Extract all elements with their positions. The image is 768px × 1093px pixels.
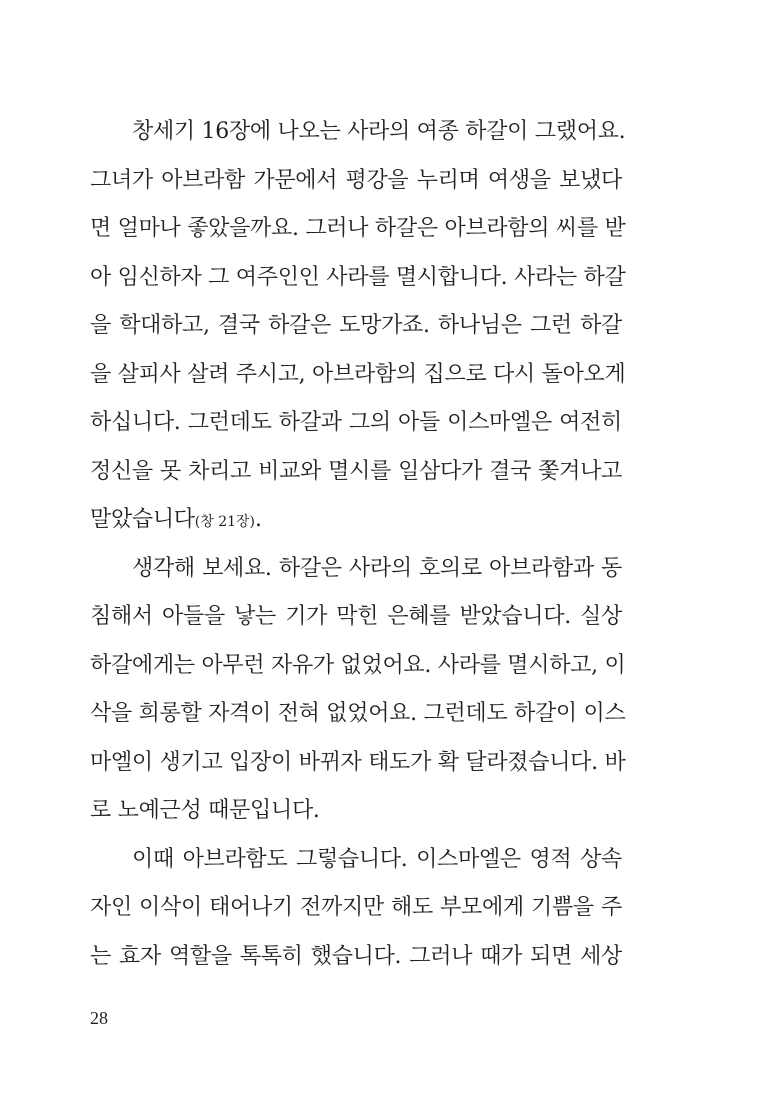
- text-line: 하십니다. 그런데도 하갈과 그의 아들 이스마엘은 여전히: [90, 410, 622, 435]
- text-line: 침해서 아들을 낳는 기가 막힌 은혜를 받았습니다. 실상: [90, 604, 622, 629]
- sentence-end: .: [255, 507, 262, 532]
- text-line: 그녀가 아브라함 가문에서 평강을 누리며 여생을 보냈다: [90, 167, 622, 193]
- text-line: 삭을 희롱할 자격이 전혀 없었어요. 그런데도 하갈이 이스: [90, 701, 626, 726]
- text-line: 창세기 16장에 나오는 사라의 여종 하갈이 그랬어요.: [132, 119, 626, 144]
- text-line: 자인 이삭이 태어나기 전까지만 해도 부모에게 기쁨을 주: [90, 895, 622, 920]
- text-line: 로 노예근성 때문입니다.: [90, 798, 320, 823]
- text-line: 하갈에게는 아무런 자유가 없었어요. 사라를 멸시하고, 이: [90, 652, 626, 678]
- text-line: 을 학대하고, 결국 하갈은 도망가죠. 하나님은 그런 하갈: [90, 313, 622, 338]
- text-line: 아 임신하자 그 여주인인 사라를 멸시합니다. 사라는 하갈: [90, 264, 626, 290]
- text-line: [90, 496, 622, 545]
- body-text: [90, 108, 626, 981]
- page-number: 28: [90, 1008, 108, 1028]
- scripture-reference: (창 21장): [194, 514, 256, 530]
- text-line: 면 얼마나 좋았을까요. 그러나 하갈은 아브라함의 씨를 받: [90, 216, 626, 241]
- text-line: 생각해 보세요. 하갈은 사라의 호의로 아브라함과 동: [132, 555, 622, 581]
- text-line: 이때 아브라함도 그렇습니다. 이스마엘은 영적 상속: [132, 846, 622, 872]
- text-line: 정신을 못 차리고 비교와 멸시를 일삼다가 결국 쫓겨나고: [90, 458, 622, 484]
- text-line: 는 효자 역할을 톡톡히 했습니다. 그러나 때가 되면 세상: [90, 943, 622, 969]
- text-line: 을 살피사 살려 주시고, 아브라함의 집으로 다시 돌아오게: [90, 361, 626, 387]
- text-line: 마엘이 생기고 입장이 바뀌자 태도가 확 달라졌습니다. 바: [90, 749, 626, 775]
- text-line-main: 말았습니다: [90, 507, 195, 532]
